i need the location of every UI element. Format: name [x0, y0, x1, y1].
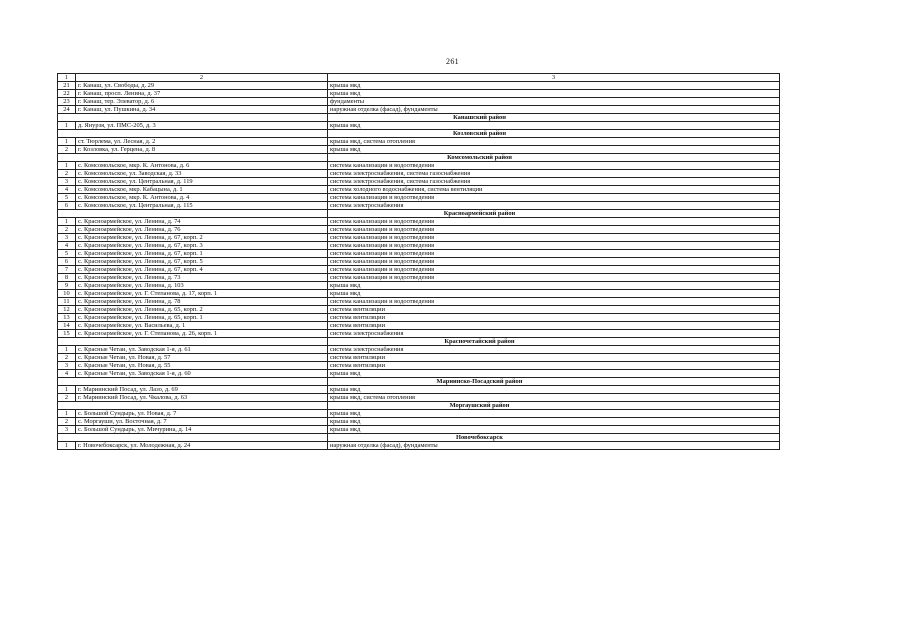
row-number-cell: 7 — [58, 266, 76, 274]
district-heading: Комсомольский район — [328, 154, 780, 162]
table-row — [58, 186, 780, 194]
work-type-cell: система канализации и водоотведения — [328, 226, 780, 234]
row-number-cell: 1 — [58, 442, 76, 450]
work-type-cell: крыша мкд — [328, 418, 780, 426]
row-number-cell: 2 — [58, 170, 76, 178]
address-cell: с. Красноармейское, ул. Ленина, д. 65, корп. 1 — [76, 314, 328, 322]
table-row — [58, 170, 780, 178]
table-row — [58, 194, 780, 202]
table-row — [58, 330, 780, 338]
work-type-cell: система электроснабжения, система газоснабжения — [328, 170, 780, 178]
table-row — [58, 418, 780, 426]
table-row — [58, 426, 780, 434]
work-type-cell: система вентиляции — [328, 354, 780, 362]
work-type-cell: система холодного водоснабжения, система вентиляции — [328, 186, 780, 194]
address-cell: с. Моргауши, ул. Восточная, д. 7 — [76, 418, 328, 426]
district-heading: Козловский район — [328, 130, 780, 138]
table-row — [58, 122, 780, 130]
row-number-cell: 2 — [58, 394, 76, 402]
district-heading: Мариинско-Посадский район — [328, 378, 780, 386]
district-heading-spacer — [58, 114, 328, 122]
address-cell: с. Красноармейское, ул. Г. Степанова, д. 17, корп. 1 — [76, 290, 328, 298]
work-type-cell: крыша мкд — [328, 370, 780, 378]
table-row — [58, 290, 780, 298]
address-cell: г. Мариинский Посад, ул. Чкалова, д. 63 — [76, 394, 328, 402]
table-row — [58, 82, 780, 90]
work-type-cell: крыша мкд — [328, 290, 780, 298]
address-cell: с. Красноармейское, ул. Ленина, д. 78 — [76, 298, 328, 306]
address-cell: с. Красноармейское, ул. Ленина, д. 103 — [76, 282, 328, 290]
row-number-cell: 11 — [58, 298, 76, 306]
row-number-cell: 1 — [58, 410, 76, 418]
table-row — [58, 242, 780, 250]
register-body — [58, 74, 780, 450]
address-cell: г. Мариинский Посад, ул. Лазо, д. 69 — [76, 386, 328, 394]
address-cell: с. Красноармейское, ул. Ленина, д. 67, корп. 2 — [76, 234, 328, 242]
page-number: 261 — [446, 57, 459, 66]
row-number-cell: 6 — [58, 258, 76, 266]
row-number-cell: 6 — [58, 202, 76, 210]
address-cell: г. Новочебоксарск, ул. Молодежная, д. 24 — [76, 442, 328, 450]
table-row — [58, 362, 780, 370]
table-row — [58, 410, 780, 418]
address-cell: с. Большой Сундырь, ул. Мичурина, д. 14 — [76, 426, 328, 434]
work-type-cell: система канализации и водоотведения — [328, 218, 780, 226]
address-cell: с. Красноармейское, ул. Ленина, д. 67, корп. 5 — [76, 258, 328, 266]
address-cell: с. Комсомольское, мкр. К. Антонова, д. 4 — [76, 194, 328, 202]
work-type-cell: крыша мкд — [328, 82, 780, 90]
column-number-3: 3 — [328, 74, 780, 82]
table-row — [58, 162, 780, 170]
district-heading-spacer — [58, 338, 328, 346]
address-cell: с. Красные Четаи, ул. Новая, д. 55 — [76, 362, 328, 370]
work-type-cell: система канализации и водоотведения — [328, 250, 780, 258]
table-row — [58, 322, 780, 330]
row-number-cell: 1 — [58, 346, 76, 354]
district-heading-spacer — [58, 378, 328, 386]
district-heading: Новочебоксарск — [328, 434, 780, 442]
address-cell: с. Красные Четаи, ул. Заводская 1-я, д. 60 — [76, 370, 328, 378]
work-type-cell: система канализации и водоотведения — [328, 298, 780, 306]
district-heading-row — [58, 154, 780, 162]
work-type-cell: крыша мкд, система отопления — [328, 394, 780, 402]
table-row — [58, 106, 780, 114]
district-heading-spacer — [58, 434, 328, 442]
address-cell: с. Комсомольское, ул. Центральная, д. 115 — [76, 202, 328, 210]
row-number-cell: 3 — [58, 426, 76, 434]
address-cell: с. Красноармейское, ул. Ленина, д. 67, корп. 4 — [76, 266, 328, 274]
row-number-cell: 2 — [58, 354, 76, 362]
work-type-cell: фундаменты — [328, 98, 780, 106]
address-cell: г. Канаш, просп. Ленина, д. 37 — [76, 90, 328, 98]
row-number-cell: 23 — [58, 98, 76, 106]
column-number-row — [58, 74, 780, 82]
work-type-cell: система канализации и водоотведения — [328, 274, 780, 282]
address-cell: с. Большой Сундырь, ул. Новая, д. 7 — [76, 410, 328, 418]
row-number-cell: 2 — [58, 226, 76, 234]
row-number-cell: 5 — [58, 250, 76, 258]
work-type-cell: система канализации и водоотведения — [328, 194, 780, 202]
address-cell: с. Комсомольское, ул. Центральная, д. 119 — [76, 178, 328, 186]
table-row — [58, 386, 780, 394]
district-heading-spacer — [58, 402, 328, 410]
row-number-cell: 24 — [58, 106, 76, 114]
district-heading-row — [58, 402, 780, 410]
work-type-cell: крыша мкд — [328, 122, 780, 130]
address-cell: д. Янурзя, ул. ПМС-205, д. 3 — [76, 122, 328, 130]
work-type-cell: система канализации и водоотведения — [328, 266, 780, 274]
district-heading-row — [58, 434, 780, 442]
work-type-cell: система вентиляции — [328, 306, 780, 314]
row-number-cell: 9 — [58, 282, 76, 290]
work-type-cell: система электроснабжения, система газоснабжения — [328, 178, 780, 186]
district-heading-spacer — [58, 130, 328, 138]
address-cell: с. Красноармейское, ул. Ленина, д. 73 — [76, 274, 328, 282]
district-heading-row — [58, 378, 780, 386]
address-cell: с. Красные Четаи, ул. Заводская 1-я, д. 61 — [76, 346, 328, 354]
district-heading: Моргаушский район — [328, 402, 780, 410]
table-row — [58, 146, 780, 154]
table-row — [58, 250, 780, 258]
work-type-cell: крыша мкд, система отопления — [328, 138, 780, 146]
table-row — [58, 266, 780, 274]
table-row — [58, 274, 780, 282]
work-type-cell: система канализации и водоотведения — [328, 234, 780, 242]
table-row — [58, 346, 780, 354]
address-cell: с. Красноармейское, ул. Ленина, д. 65, корп. 2 — [76, 306, 328, 314]
address-cell: с. Красноармейское, ул. Васильева, д. 1 — [76, 322, 328, 330]
table-row — [58, 306, 780, 314]
row-number-cell: 3 — [58, 234, 76, 242]
address-cell: с. Красноармейское, ул. Г. Степанова, д. 26, корп. 1 — [76, 330, 328, 338]
table-row — [58, 298, 780, 306]
table-row — [58, 258, 780, 266]
row-number-cell: 4 — [58, 186, 76, 194]
row-number-cell: 12 — [58, 306, 76, 314]
work-type-cell: система вентиляции — [328, 362, 780, 370]
table-row — [58, 178, 780, 186]
column-number-2: 2 — [76, 74, 328, 82]
work-type-cell: крыша мкд — [328, 146, 780, 154]
district-heading-row — [58, 114, 780, 122]
address-cell: ст. Тюрлема, ул. Лесная, д. 2 — [76, 138, 328, 146]
row-number-cell: 5 — [58, 194, 76, 202]
row-number-cell: 15 — [58, 330, 76, 338]
row-number-cell: 1 — [58, 138, 76, 146]
district-heading: Красноармейский район — [328, 210, 780, 218]
row-number-cell: 22 — [58, 90, 76, 98]
work-type-cell: система канализации и водоотведения — [328, 162, 780, 170]
address-cell: г. Канаш, ул. Пушкина, д. 34 — [76, 106, 328, 114]
address-cell: г. Канаш, тер. Элеватор, д. 6 — [76, 98, 328, 106]
row-number-cell: 10 — [58, 290, 76, 298]
row-number-cell: 1 — [58, 386, 76, 394]
work-type-cell: система электроснабжения — [328, 202, 780, 210]
work-type-cell: система канализации и водоотведения — [328, 258, 780, 266]
address-cell: с. Комсомольское, мкр. Кабацына, д. 1 — [76, 186, 328, 194]
work-type-cell: крыша мкд — [328, 426, 780, 434]
district-heading-row — [58, 338, 780, 346]
work-type-cell: крыша мкд — [328, 282, 780, 290]
table-row — [58, 234, 780, 242]
work-type-cell: система канализации и водоотведения — [328, 242, 780, 250]
table-row — [58, 394, 780, 402]
work-type-cell: система вентиляции — [328, 314, 780, 322]
work-type-cell: крыша мкд — [328, 410, 780, 418]
row-number-cell: 1 — [58, 218, 76, 226]
district-heading: Канашский район — [328, 114, 780, 122]
district-heading-spacer — [58, 154, 328, 162]
work-type-cell: система электроснабжения — [328, 330, 780, 338]
table-row — [58, 442, 780, 450]
table-row — [58, 90, 780, 98]
row-number-cell: 14 — [58, 322, 76, 330]
work-type-cell: наружная отделка (фасад), фундаменты — [328, 106, 780, 114]
row-number-cell: 4 — [58, 370, 76, 378]
table-row — [58, 354, 780, 362]
table-row — [58, 282, 780, 290]
row-number-cell: 13 — [58, 314, 76, 322]
table-row — [58, 370, 780, 378]
table-row — [58, 218, 780, 226]
column-number-1: 1 — [58, 74, 76, 82]
district-heading: Красночетайский район — [328, 338, 780, 346]
work-type-cell: система вентиляции — [328, 322, 780, 330]
district-heading-spacer — [58, 210, 328, 218]
district-heading-row — [58, 210, 780, 218]
row-number-cell: 4 — [58, 242, 76, 250]
address-cell: с. Красноармейское, ул. Ленина, д. 76 — [76, 226, 328, 234]
row-number-cell: 1 — [58, 162, 76, 170]
address-cell: с. Красноармейское, ул. Ленина, д. 67, корп. 1 — [76, 250, 328, 258]
work-type-cell: крыша мкд — [328, 386, 780, 394]
address-cell: г. Козловка, ул. Герцена, д. 8 — [76, 146, 328, 154]
address-cell: с. Красноармейское, ул. Ленина, д. 74 — [76, 218, 328, 226]
row-number-cell: 8 — [58, 274, 76, 282]
row-number-cell: 2 — [58, 418, 76, 426]
address-cell: с. Комсомольское, ул. Заводская, д. 33 — [76, 170, 328, 178]
work-type-cell: система электроснабжения — [328, 346, 780, 354]
row-number-cell: 2 — [58, 146, 76, 154]
address-cell: г. Канаш, ул. Свободы, д. 29 — [76, 82, 328, 90]
row-number-cell: 3 — [58, 178, 76, 186]
address-cell: с. Красноармейское, ул. Ленина, д. 67, корп. 3 — [76, 242, 328, 250]
address-cell: с. Комсомольское, мкр. К. Антонова, д. 6 — [76, 162, 328, 170]
table-row — [58, 98, 780, 106]
table-row — [58, 202, 780, 210]
work-type-cell: крыша мкд — [328, 90, 780, 98]
row-number-cell: 21 — [58, 82, 76, 90]
table-row — [58, 226, 780, 234]
row-number-cell: 3 — [58, 362, 76, 370]
address-cell: с. Красные Четаи, ул. Новая, д. 57 — [76, 354, 328, 362]
row-number-cell: 1 — [58, 122, 76, 130]
district-heading-row — [58, 130, 780, 138]
work-type-cell: наружная отделка (фасад), фундаменты — [328, 442, 780, 450]
table-row — [58, 314, 780, 322]
table-row — [58, 138, 780, 146]
register-table — [57, 73, 780, 450]
